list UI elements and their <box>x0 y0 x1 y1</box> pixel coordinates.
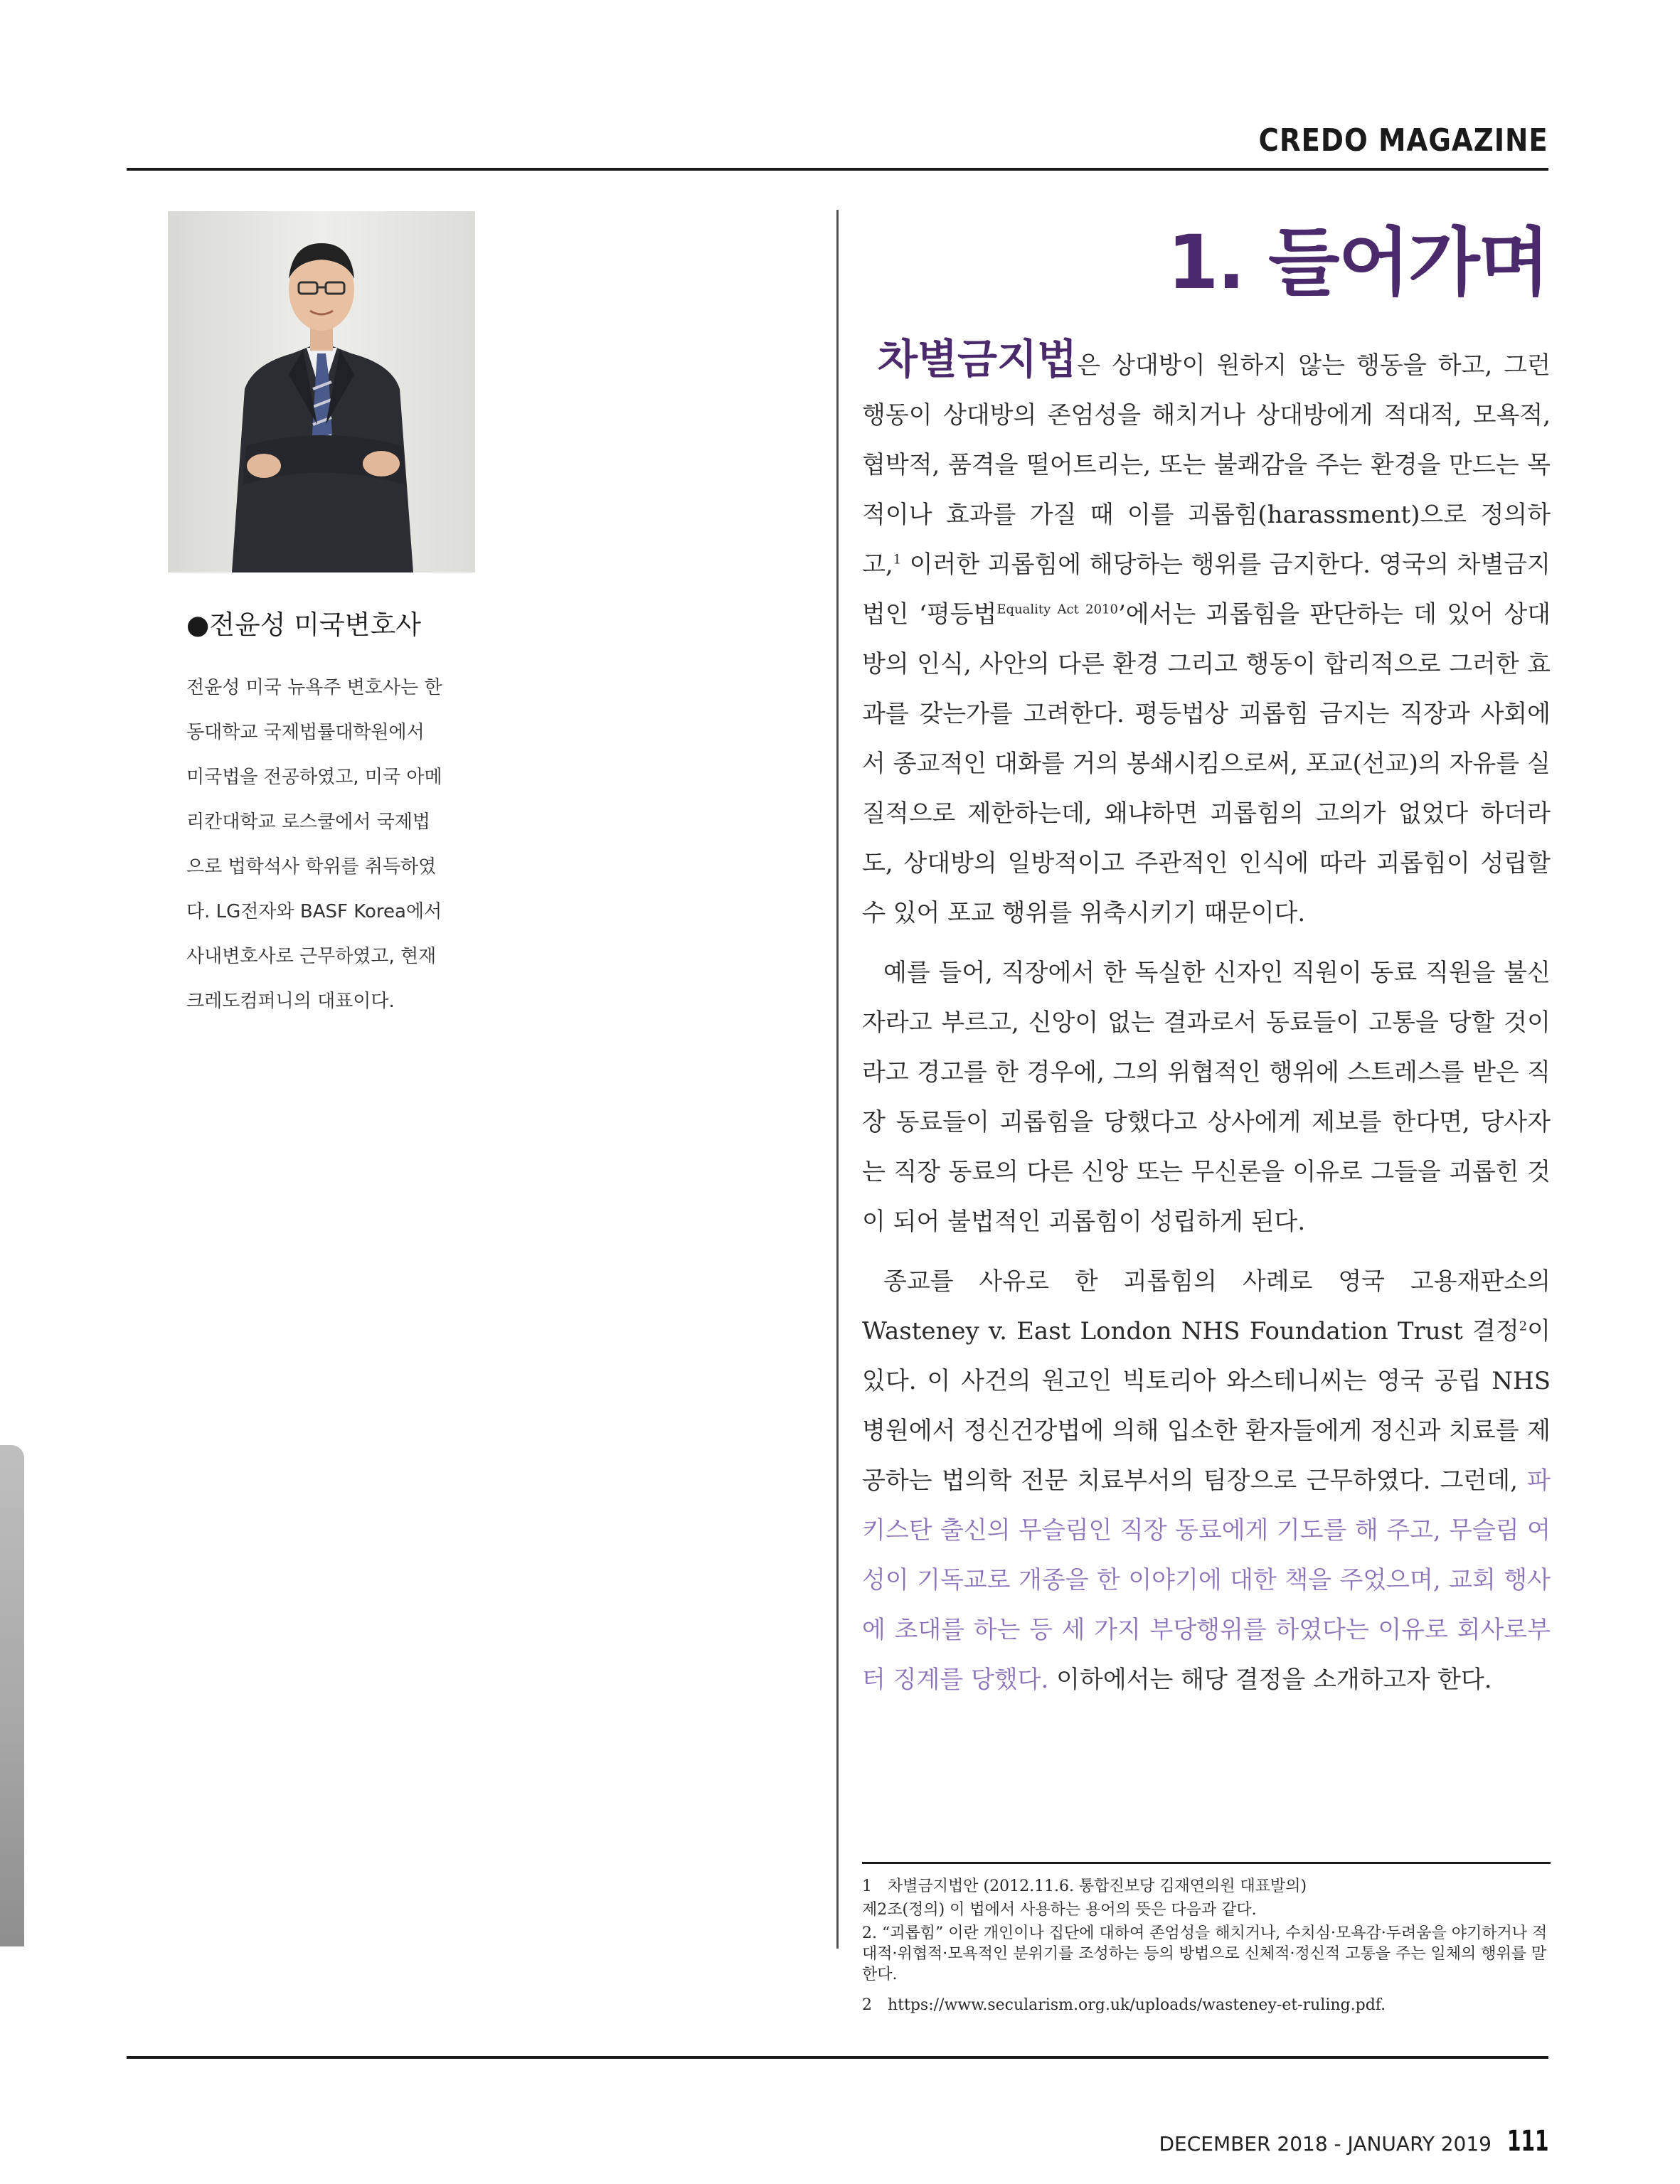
page-edge-tab <box>0 1445 24 1946</box>
author-name: ●전윤성 미국변호사 <box>186 609 421 640</box>
author-bio-line: 리칸대학교 로스쿨에서 국제법 <box>186 811 431 833</box>
p3-text-a: 종교를 사유로 한 괴롭힘의 사례로 영국 고용재판소의 Wasteney v. East London NHS Foundation Trust 결정 <box>862 1267 1551 1346</box>
author-bio-line: 동대학교 국제법률대학원에서 <box>186 722 425 743</box>
footnote-1-line: 제2조(정의) 이 법에서 사용하는 용어의 뜻은 다음과 같다. <box>862 1901 1257 1919</box>
footnote-2-link[interactable]: 2 https://www.secularism.org.uk/uploads/wasteney-et-ruling.pdf. <box>862 1996 1386 2014</box>
paragraph-3 <box>862 1257 1551 1705</box>
bottom-rule <box>127 2056 1548 2059</box>
page-number: 111 <box>1506 2125 1548 2158</box>
author-bio-line: 으로 법학석사 학위를 취득하였 <box>186 856 437 878</box>
top-rule <box>127 168 1548 171</box>
author-portrait-image <box>168 211 475 572</box>
author-bio-line: 전윤성 미국 뉴욕주 변호사는 한 <box>186 677 442 698</box>
paragraph-1 <box>862 334 1551 938</box>
p1-text-c: ’에서는 괴롭힘을 판단하는 데 있어 상대방의 인식, 사안의 다른 환경 그리고 행동이 합리적으로 그러한 효과를 갖는가를 고려한다. 평등법상 괴롭힘 금지는 직장과 사회에서 종교적인 대화를 거의 봉쇄시킴으로써, 포교(선교)의 자유를 실질적으로 제한하는데, 왜냐하면 괴롭힘의 고의가 없었다 하더라도, 상대방의 일방적이고 주관적인 인식에 따라 괴롭힘이 성립할 수 있어 포교 행위를 위축시키기 때문이다. <box>862 600 1551 927</box>
column-divider <box>836 210 839 1949</box>
author-photo <box>168 211 475 572</box>
footnote-1-title: 1 차별금지법안 (2012.11.6. 통합진보당 김재연의원 대표발의) <box>862 1877 1307 1895</box>
paragraph-2: 예를 들어, 직장에서 한 독실한 신자인 직원이 동료 직원을 불신자라고 부르고, 신앙이 없는 결과로서 동료들이 고통을 당할 것이라고 경고를 한 경우에, 그의 위협적인 행위에 스트레스를 받은 직장 동료들이 괴롭힘을 당했다고 상사에게 제보를 한다면, 당사자는 직장 동료의 다른 신앙 또는 무신론을 이유로 그들을 괴롭힌 것이 되어 불법적인 괴롭힘이 성립하게 된다. <box>862 959 1551 1236</box>
issue-date: DECEMBER 2018 - JANUARY 2019 <box>1159 2132 1492 2156</box>
highlighted-passage: 파키스탄 출신의 무슬림인 직장 동료에게 기도를 해 주고, 무슬림 여성이 기독교로 개종을 한 이야기에 대한 책을 주었으며, 교회 행사에 초대를 하는 등 세 가지 부당행위를 하였다는 이유로 회사로부터 징계를 당했다. <box>862 1466 1551 1694</box>
footnote-rule <box>862 1862 1551 1864</box>
equality-act-superscript: Equality Act 2010 <box>996 602 1118 617</box>
author-bio-line: 미국법을 전공하였고, 미국 아메 <box>186 767 442 788</box>
author-bio-line: 사내변호사로 근무하였고, 현재 <box>186 946 437 967</box>
footnotes <box>862 1876 1551 2018</box>
p1-text-b: 이러한 괴롭힘에 해당하는 행위를 금지한다. 영국의 차별금지법인 ‘평등법 <box>862 550 1551 629</box>
author-bio-line: 크레도컴퍼니의 대표이다. <box>186 991 395 1012</box>
p3-text-b: 이 있다. 이 사건의 원고인 빅토리아 와스테니씨는 영국 공립 NHS 병원에서 정신건강법에 의해 입소한 환자들에게 정신과 치료를 제공하는 법의학 전문 치료부서의 팀장으로 근무하였다. 그런데, <box>862 1317 1551 1495</box>
p3-text-c: 이하에서는 해당 결정을 소개하고자 한다. <box>1048 1666 1492 1694</box>
article-body <box>862 334 1551 1715</box>
author-bio-line: 다. LG전자와 BASF Korea에서 <box>186 901 442 922</box>
lead-term: 차별금지법 <box>878 335 1078 383</box>
footnote-ref-1: 1 <box>893 552 902 568</box>
section-title: 1. 들어가며 <box>1167 219 1548 306</box>
footnote-ref-2: 2 <box>1519 1319 1528 1334</box>
author-bio <box>186 666 471 1024</box>
p1-text-a: 은 상대방이 원하지 않는 행동을 하고, 그런 행동이 상대방의 존엄성을 해치거나 상대방에게 적대적, 모욕적, 협박적, 품격을 떨어트리는, 또는 불쾌감을 주는 환경을 만드는 목적이나 효과를 가질 때 이를 괴롭힘(harassment)으로 정의하고, <box>862 351 1551 579</box>
magazine-masthead: CREDO MAGAZINE <box>1258 122 1548 159</box>
footnote-1-definition: 2. “괴롭힘” 이란 개인이나 집단에 대하여 존엄성을 해치거나, 수치심·모욕감·두려움을 야기하거나 적대적·위협적·모욕적인 분위기를 조성하는 등의 방법으로 신체적·정신적 고통을 주는 일체의 행위를 말한다. <box>862 1924 1548 1983</box>
